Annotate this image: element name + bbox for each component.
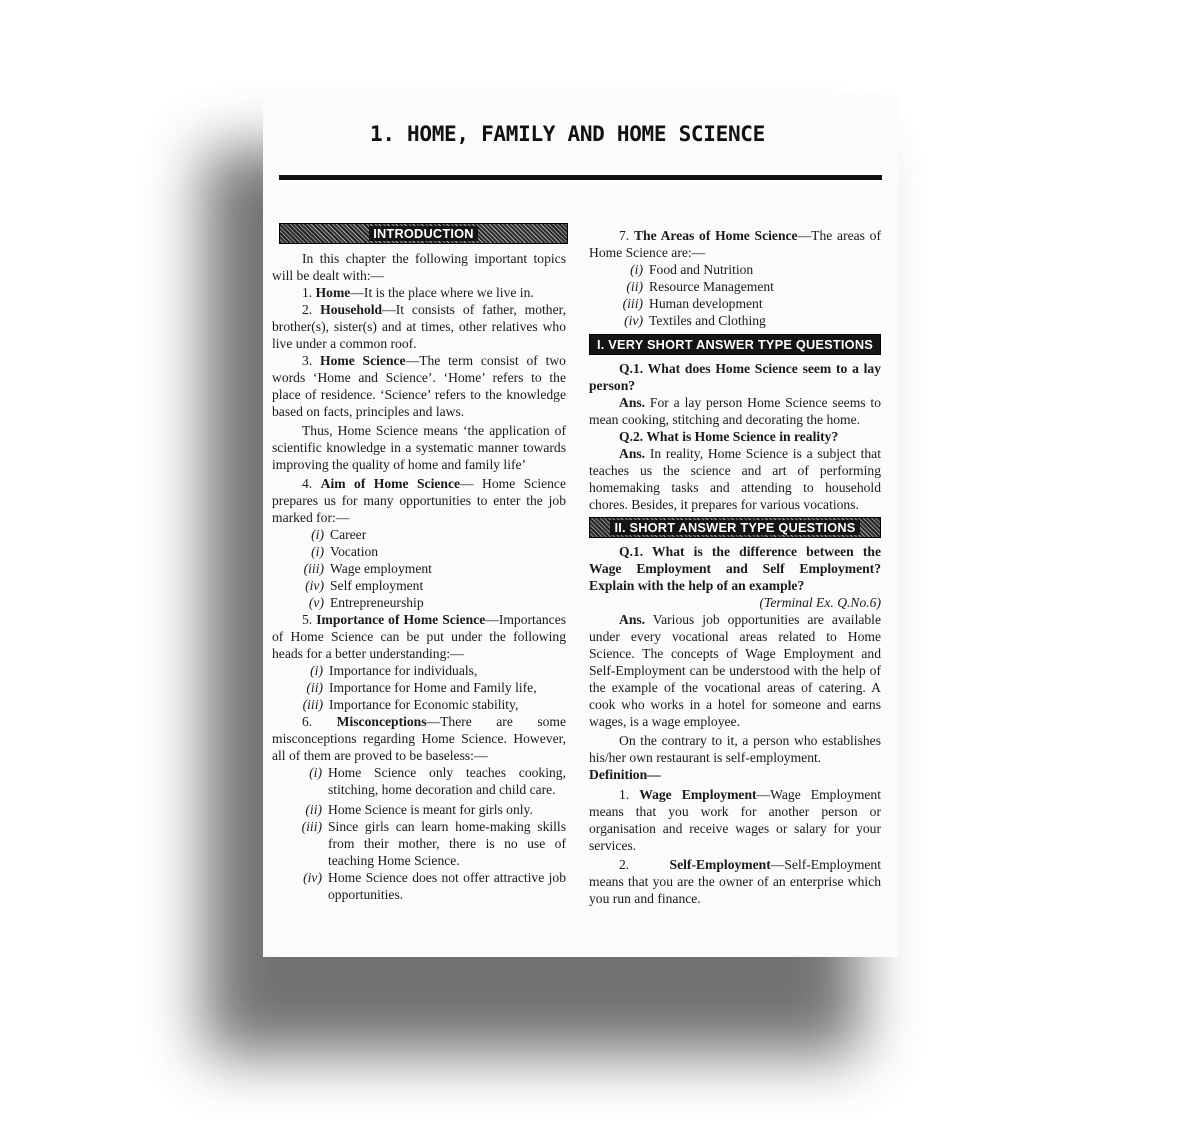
right-column: [589, 227, 881, 907]
intro-point-home-science: 3. Home Science—The term consist of two words ‘Home and Science’. ‘Home’ refers to the place of residence. ‘Science’ refers to the knowledge based on facts, principles and laws.: [272, 353, 566, 419]
term-household: Household: [320, 302, 383, 317]
intro-point-importance: 5. Importance of Home Science—Importances of Home Science can be put under the following heads for a better understanding:—: [272, 612, 567, 661]
chapter-title: 1. HOME, FAMILY AND HOME SCIENCE: [370, 122, 765, 146]
list-item: (ii) Home Science is meant for girls only.: [305, 802, 533, 817]
vs-question-1: Q.1. What does Home Science seem to a lay person?: [589, 361, 881, 393]
list-item: (iii) Wage employment: [303, 561, 432, 576]
importances-list: [272, 662, 566, 713]
intro-point-areas: 7. The Areas of Home Science—The areas of Home Science are:—: [589, 228, 882, 260]
list-item: (ii) Importance for Home and Family life,: [306, 680, 537, 695]
sa-question-1: Q.1. What is the difference between the Wage Employment and Self Employment? Explain with the help of an example?: [589, 544, 881, 593]
list-item: (iii) Human development: [622, 296, 763, 311]
term-misconceptions: Misconceptions: [336, 714, 427, 729]
introduction-heading: INTRODUCTION: [369, 226, 478, 241]
intro-point-household: 2. Household—It consists of father, mother, brother(s), sister(s) and at times, other relatives who live under a common roof.: [272, 302, 567, 351]
list-item: (i) Food and Nutrition: [630, 262, 754, 277]
short-answer-banner: [589, 517, 881, 538]
vs-answer-2: Ans. In reality, Home Science is a subject that teaches us the science and art of performing homemaking tasks and attending to household chores. Besides, it prepares for various vocations.: [589, 446, 881, 512]
introduction-banner: [279, 223, 568, 244]
list-item: (iv) Textiles and Clothing: [624, 313, 766, 328]
list-item: (i) Importance for individuals,: [310, 663, 478, 678]
intro-point-aim: 4. Aim of Home Science— Home Science prepares us for many opportunities to enter the job marked for:—: [272, 476, 566, 525]
term-aim: Aim of Home Science: [320, 476, 461, 491]
vs-answer-1: Ans. For a lay person Home Science seems to mean cooking, stitching and decorating the home.: [589, 395, 881, 427]
term-wage-employment: Wage Employment: [639, 787, 757, 802]
very-short-heading: I. VERY SHORT ANSWER TYPE QUESTIONS: [596, 337, 873, 352]
misconceptions-list: [272, 764, 566, 903]
term-self-employment: Self-Employment: [669, 857, 771, 872]
list-item: (iv) Home Science does not offer attractive job opportunities.: [303, 870, 566, 902]
list-item: (v) Entrepreneurship: [308, 595, 424, 610]
definition-heading: Definition—: [589, 767, 661, 782]
term-importance: Importance of Home Science: [316, 612, 486, 627]
title-rule: [279, 175, 882, 180]
home-science-definition: Thus, Home Science means ‘the application of scientific knowledge in a systematic manner towards improving the quality of home and family life’: [272, 423, 566, 472]
definition-wage-employment: 1. Wage Employment—Wage Employment means that you work for another person or organisation and receive wages or salary for your services.: [589, 787, 882, 853]
term-home: Home: [315, 285, 351, 300]
definition-self-employment: 2. Self-Employment—Self-Employment means that you are the owner of an enterprise which you run and finance.: [589, 857, 881, 906]
sa-answer-1: Ans. Various job opportunities are available under every vocational areas related to Home Science. The concepts of Wage Employment and Self-Employment can be understood with the help of the example of the vocational areas of catering. A cook who works in a hotel for someone and earns wages, is a wage employee.: [589, 612, 881, 729]
left-column: [272, 250, 566, 903]
sa-reference: (Terminal Ex. Q.No.6): [759, 595, 881, 610]
vs-question-2: Q.2. What is Home Science in reality?: [619, 429, 839, 444]
intro-point-misconceptions: 6. Misconceptions—There are some misconceptions regarding Home Science. However, all of them are proved to be baseless:—: [272, 714, 567, 763]
list-item: (iii) Since girls can learn home-making skills from their mother, there is no use of teaching Home Science.: [301, 819, 566, 868]
short-answer-heading: II. SHORT ANSWER TYPE QUESTIONS: [610, 520, 859, 535]
term-areas: The Areas of Home Science: [633, 228, 798, 243]
list-item: (i) Vocation: [311, 544, 379, 559]
intro-lead: In this chapter the following important topics will be dealt with:—: [272, 251, 566, 283]
list-item: (ii) Resource Management: [626, 279, 774, 294]
areas-list: [589, 261, 881, 329]
list-item: (i) Home Science only teaches cooking, stitching, home decoration and child care.: [309, 765, 566, 797]
list-item: (i) Career: [311, 527, 367, 542]
aims-list: [272, 526, 566, 611]
term-home-science: Home Science: [320, 353, 406, 368]
very-short-banner: [589, 334, 881, 355]
list-item: (iv) Self employment: [305, 578, 424, 593]
intro-point-home: 1. Home—It is the place where we live in.: [302, 285, 534, 300]
sa-answer-1-continued: On the contrary to it, a person who establishes his/her own restaurant is self-employment.: [589, 733, 881, 765]
list-item: (iii) Importance for Economic stability,: [302, 697, 519, 712]
